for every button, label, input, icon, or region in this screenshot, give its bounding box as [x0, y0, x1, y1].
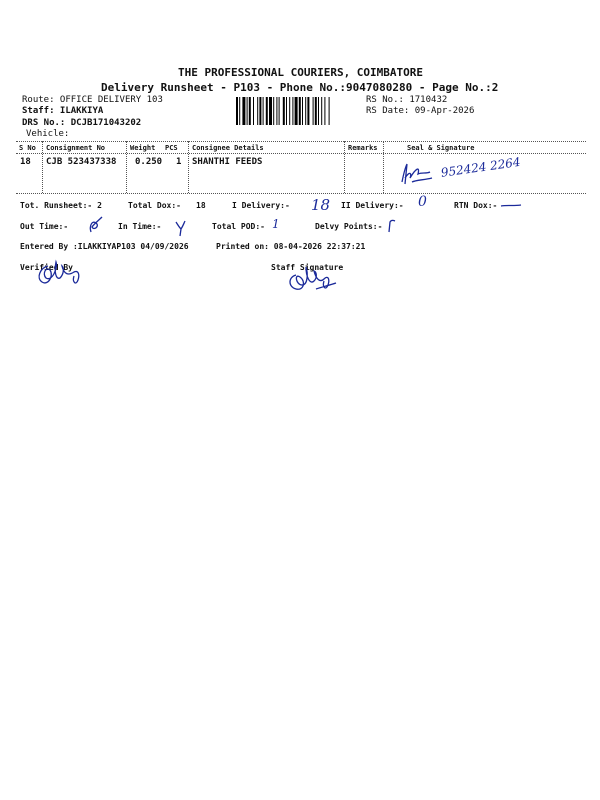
staff-text: Staff: ILAKKIYA: [22, 106, 104, 116]
delvy-points-mark: [386, 219, 396, 233]
runsheet-heading: Delivery Runsheet - P103 - Phone No.:9047080280 - Page No.:2: [101, 81, 499, 94]
in-time-mark: [174, 219, 188, 237]
verifier-signature: [34, 258, 94, 290]
col-divider: [383, 141, 384, 193]
vehicle-text: Vehicle:: [26, 129, 70, 139]
col-header-pcs: PCS: [165, 144, 178, 152]
rs-date: RS Date: 09-Apr-2026: [366, 106, 475, 116]
row-consignee: SHANTHI FEEDS: [192, 157, 263, 167]
staff-signature-label: Staff Signature: [271, 263, 344, 272]
verified-by-label: Verified By: [20, 263, 73, 272]
row-pcs: 1: [176, 157, 182, 167]
col-header-remarks: Remarks: [348, 144, 378, 152]
total-pod-label: Total POD:-: [212, 222, 265, 231]
delvy-points-label: Delvy Points:-: [315, 222, 383, 231]
total-pod-handwritten: 1: [272, 217, 280, 231]
row-sno: 18: [20, 157, 31, 167]
drs-number: DRS No.: DCJB171043202: [22, 118, 142, 128]
col-divider: [344, 141, 345, 193]
rs-number: RS No.: 1710432: [366, 95, 448, 105]
printed-on: Printed on: 08-04-2026 22:37:21: [216, 242, 366, 251]
i-delivery-label: I Delivery:-: [232, 201, 290, 210]
total-dox-value: 18: [196, 201, 206, 210]
ii-delivery-label: II Delivery:-: [341, 201, 404, 210]
company-title: THE PROFESSIONAL COURIERS, COIMBATORE: [178, 66, 424, 79]
table-bottom-rule: [16, 193, 586, 194]
out-time-mark: [88, 216, 104, 234]
entered-by: Entered By :ILAKKIYAP103 04/09/2026: [20, 242, 189, 251]
col-header-seal: Seal & Signature: [407, 144, 475, 152]
col-divider: [126, 141, 127, 193]
col-header-consignment: Consignment No: [46, 144, 106, 152]
col-divider: [188, 141, 189, 193]
row-weight: 0.250: [135, 157, 163, 167]
handwritten-phone: 952424 2264: [440, 154, 522, 180]
table-top-rule: [16, 141, 586, 142]
col-header-sno: S No: [19, 144, 36, 152]
i-delivery-handwritten: 18: [311, 196, 331, 214]
route-text: Route: OFFICE DELIVERY 103: [22, 95, 163, 105]
total-dox-label: Total Dox:-: [128, 201, 181, 210]
col-header-weight: Weight: [130, 144, 156, 152]
rtn-dox-dash-mark: [500, 203, 522, 209]
row-consignment: CJB 523437338: [46, 157, 117, 167]
table-header-rule: [16, 153, 586, 154]
rtn-dox-label: RTN Dox:-: [454, 201, 498, 210]
in-time-label: In Time:-: [118, 222, 162, 231]
out-time-label: Out Time:-: [20, 222, 69, 231]
receiver-signature: [398, 160, 438, 190]
ii-delivery-handwritten: 0: [418, 194, 427, 210]
col-divider: [42, 141, 43, 193]
tot-runsheet: Tot. Runsheet:- 2: [20, 201, 102, 210]
staff-signature: [286, 261, 346, 295]
barcode: [236, 97, 364, 125]
col-header-consignee: Consignee Details: [192, 144, 264, 152]
